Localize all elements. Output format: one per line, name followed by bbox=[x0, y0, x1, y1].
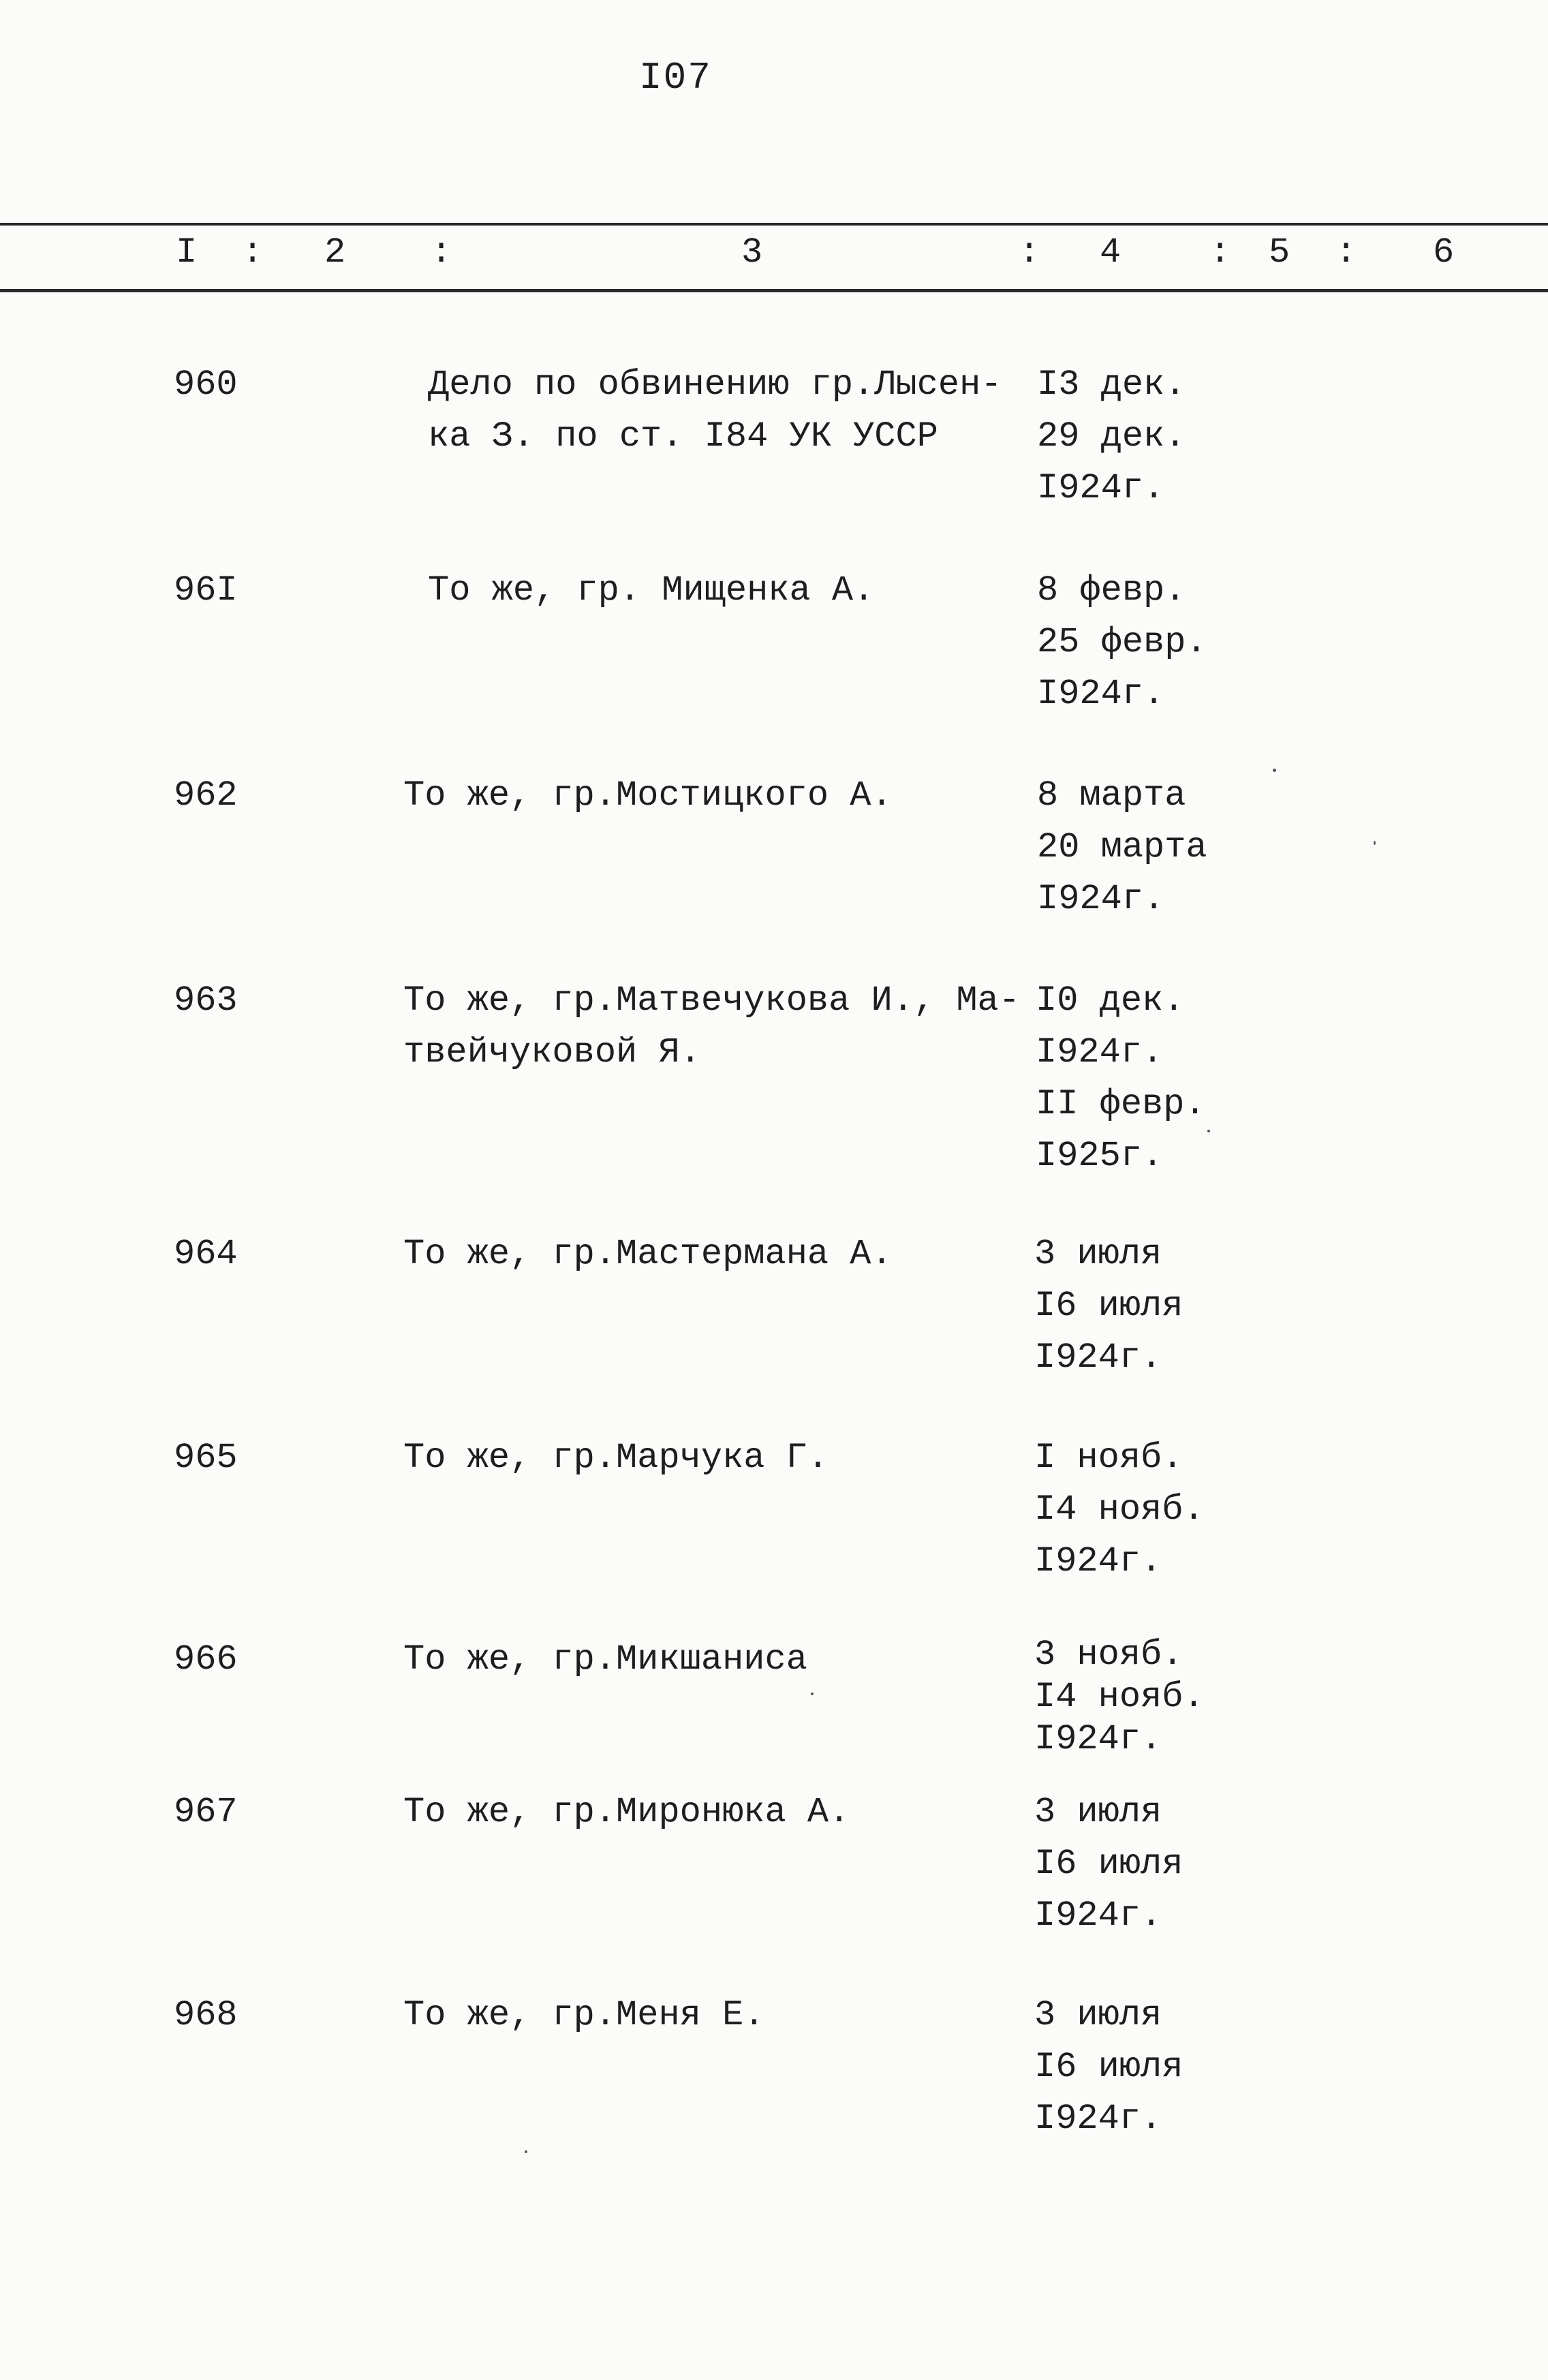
record-description: То же, гр.Марчука Г. bbox=[403, 1438, 829, 1478]
record-number: 965 bbox=[174, 1438, 238, 1478]
column-header-1: I bbox=[176, 232, 198, 273]
column-header-6: 6 bbox=[1433, 232, 1455, 273]
column-header-4: 4 bbox=[1100, 232, 1121, 273]
column-separator: : bbox=[1209, 232, 1231, 273]
column-separator: : bbox=[1019, 232, 1040, 273]
column-header-2: 2 bbox=[324, 232, 346, 273]
record-number: 967 bbox=[174, 1792, 238, 1832]
header-rule-top bbox=[0, 223, 1548, 226]
column-separator: : bbox=[431, 232, 452, 273]
record-description: То же, гр.Мастермана А. bbox=[403, 1234, 893, 1274]
scan-speck bbox=[1374, 841, 1376, 845]
record-description: То же, гр.Микшаниса bbox=[403, 1639, 807, 1680]
record-description: То же, гр. Мищенка А. bbox=[428, 570, 875, 611]
record-dates: I0 дек. I924г. II февр. I925г. bbox=[1036, 980, 1206, 1176]
record-number: 96I bbox=[174, 570, 238, 611]
record-number: 964 bbox=[174, 1234, 238, 1274]
record-number: 966 bbox=[174, 1639, 238, 1680]
scan-speck bbox=[1207, 1130, 1210, 1132]
record-dates: 3 июля I6 июля I924г. bbox=[1034, 1792, 1183, 1936]
record-number: 963 bbox=[174, 980, 238, 1021]
record-dates: 8 февр. 25 февр. I924г. bbox=[1037, 570, 1207, 714]
record-dates: 3 июля I6 июля I924г. bbox=[1034, 1995, 1183, 2139]
record-number: 962 bbox=[174, 775, 238, 816]
column-header-5: 5 bbox=[1269, 232, 1290, 273]
record-dates: I3 дек. 29 дек. I924г. bbox=[1037, 365, 1186, 508]
record-description: То же, гр.Матвечукова И., Ма- твейчуковой Я. bbox=[403, 980, 1020, 1072]
scan-speck bbox=[811, 1693, 814, 1695]
record-dates: I нояб. I4 нояб. I924г. bbox=[1034, 1438, 1205, 1581]
record-number: 968 bbox=[174, 1995, 238, 2035]
record-number: 960 bbox=[174, 365, 238, 405]
column-separator: : bbox=[1335, 232, 1357, 273]
record-description: Дело по обвинению гр.Лысен- ка З. по ст. I84 УК УССР bbox=[428, 365, 1002, 457]
record-dates: 3 нояб. I4 нояб. I924г. bbox=[1034, 1635, 1205, 1759]
column-header-3: 3 bbox=[741, 232, 763, 273]
scan-speck bbox=[525, 2150, 527, 2153]
page-number: I07 bbox=[639, 56, 712, 99]
column-separator: : bbox=[242, 232, 264, 273]
record-description: То же, гр.Миронюка А. bbox=[403, 1792, 850, 1832]
record-dates: 3 июля I6 июля I924г. bbox=[1034, 1234, 1183, 1378]
record-description: То же, гр.Меня Е. bbox=[403, 1995, 765, 2035]
record-description: То же, гр.Мостицкого А. bbox=[403, 775, 893, 816]
record-dates: 8 марта 20 марта I924г. bbox=[1037, 775, 1207, 919]
header-rule-bottom bbox=[0, 289, 1548, 292]
scan-speck bbox=[1273, 769, 1276, 772]
